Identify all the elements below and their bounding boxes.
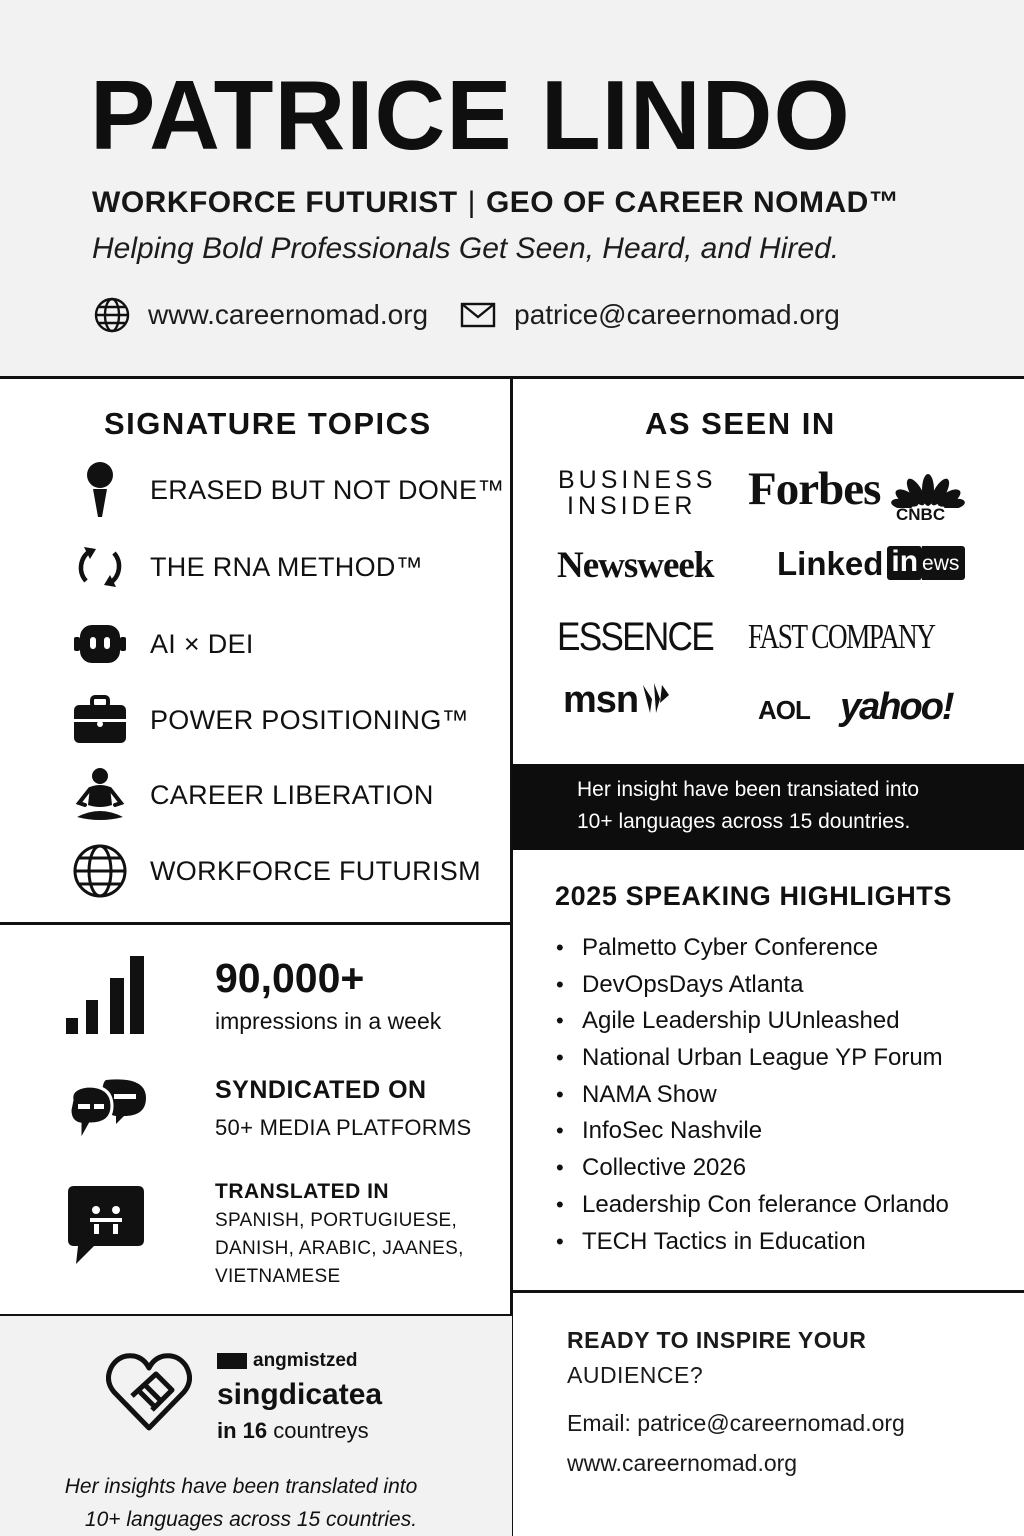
logo-forbes: Forbes [748, 463, 881, 515]
logo-essence: ESSENCE [557, 615, 713, 659]
divider-right-1 [511, 1290, 1024, 1293]
refresh-cycle-icon [70, 537, 130, 597]
list-item: • NAMA Show [556, 1080, 717, 1108]
insight-line: Her insight have been transiated into [577, 778, 920, 801]
topic-item [70, 841, 510, 901]
list-item: • InfoSec Nashvile [556, 1117, 763, 1145]
logo-linkedin-news [777, 546, 965, 580]
media-title: AS SEEN IN [645, 406, 836, 441]
topic-label: THE RNA METHOD™ [150, 551, 424, 582]
topic-item [70, 460, 510, 520]
speaker-roles [92, 186, 899, 220]
divider-left-1 [0, 922, 511, 925]
logo-text: in [887, 546, 922, 580]
list-item: • Agile Leadership UUnleashed [556, 1007, 900, 1035]
meditation-icon [70, 765, 130, 825]
cta-title-line: AUDIENCE? [567, 1362, 704, 1388]
list-item: • DevOpsDays Atlanta [556, 970, 804, 998]
footer-text: singdicatea [217, 1378, 383, 1411]
footer-quote-line: 10+ languages across 15 countries. [84, 1508, 418, 1531]
translated-line: VIETNAMESE [215, 1266, 341, 1287]
logo-aol: AOL [758, 695, 810, 725]
logo-text: INSIDER [567, 492, 697, 520]
chat-bubbles-icon [66, 1076, 148, 1153]
header [0, 0, 1024, 376]
signal-bars-icon [66, 956, 146, 1039]
logo-text: BUSINESS [558, 466, 717, 494]
impressions-label: impressions in a week [215, 1008, 442, 1034]
footer-text: in 16 [217, 1418, 268, 1443]
footer-text: countreys [273, 1418, 369, 1443]
globe-icon [70, 841, 130, 901]
website-link[interactable]: www.careernomad.org [148, 299, 429, 330]
topic-label: POWER POSITIONING™ [150, 704, 469, 735]
briefcase-icon [70, 690, 130, 750]
list-item: • Leadership Con feleranсe Orlando [556, 1190, 949, 1218]
logo-msn [563, 681, 670, 719]
topic-item [70, 690, 510, 750]
logo-text: msn [563, 679, 639, 721]
role-ceo: GEO OF CAREER NOMAD™ [485, 186, 900, 219]
translation-bubble-icon [68, 1186, 144, 1271]
syndicated-title: SYNDICATED ON [215, 1076, 427, 1104]
microphone-icon [70, 460, 130, 520]
logo-text: Linked [777, 544, 884, 582]
footer-text: angmistzed [253, 1350, 358, 1371]
topic-item [70, 537, 510, 597]
topics-title: SIGNATURE TOPICS [104, 406, 432, 441]
footer-quote [0, 1470, 512, 1536]
role-futurist: WORKFORCE FUTURIST [92, 186, 458, 219]
contact-row [92, 295, 840, 335]
impressions-value: 90,000+ [215, 955, 365, 1001]
footer-left-panel [0, 1316, 512, 1536]
topic-label: ERASED BUT NOT DONE™ [150, 474, 505, 505]
topic-item [70, 765, 510, 825]
syndicated-label: 50+ MEDIA PLATFORMS [215, 1115, 472, 1140]
insight-banner [512, 764, 1024, 850]
tagline: Helping Bold Professionals Get Seen, Heard, and Hired. [92, 232, 840, 265]
topic-label: CAREER LIBERATION [150, 779, 434, 810]
cta-website[interactable]: www.careernomad.org [567, 1450, 798, 1476]
robot-icon [70, 614, 130, 674]
logo-yahoo: yahoo! [840, 686, 953, 728]
logo-business-insider [558, 467, 716, 519]
footer-badge-line [217, 1350, 358, 1372]
list-item: • TECH Tactics in Education [556, 1227, 866, 1255]
topic-label: AI × DEI [150, 628, 254, 659]
list-item: • Palmetto Cyber Conference [556, 934, 879, 961]
highlights-title: 2025 SPEAKING HIGHLIGHTS [555, 881, 952, 911]
logo-text: ews [922, 546, 965, 580]
highlights-list [556, 930, 949, 1260]
logo-text: CNBC [896, 505, 946, 524]
role-separator: | [467, 186, 476, 219]
logo-newsweek: Newsweek [557, 545, 714, 586]
cta-email[interactable]: Email: patrice@careernomad.org [567, 1410, 905, 1436]
heart-handshake-icon [106, 1352, 192, 1437]
envelope-icon [460, 300, 496, 330]
translated-line: DANISH, ARABIC, JAANES, [215, 1238, 464, 1259]
peacock-icon [888, 466, 968, 508]
cta-title-line: READY TO INSPIRE YOUR [567, 1327, 867, 1353]
globe-icon [92, 295, 132, 335]
translated-title: TRANSLATED IN [215, 1180, 390, 1203]
speaker-name: PATRICE LINDO [90, 60, 851, 170]
list-item: • National Urban League YP Forum [556, 1044, 943, 1072]
translated-line: SPANISH, PORTUGIUESE, [215, 1210, 458, 1231]
topic-label: WORKFORCE FUTURISM [150, 855, 481, 886]
logo-fast-company: FAST COMPANY [748, 617, 935, 656]
footer-count-line [217, 1418, 369, 1444]
footer-quote-line: Her insights have been translated into [64, 1475, 418, 1498]
list-item: • Collective 2026 [556, 1154, 747, 1182]
insight-line: 10+ languages across 15 dountries. [577, 810, 911, 833]
topic-item [70, 614, 510, 674]
msn-butterfly-icon [640, 681, 670, 715]
film-strip-icon [217, 1353, 247, 1369]
email-link[interactable]: patrice@careernomad.org [514, 299, 840, 330]
logo-cnbc [888, 466, 968, 524]
